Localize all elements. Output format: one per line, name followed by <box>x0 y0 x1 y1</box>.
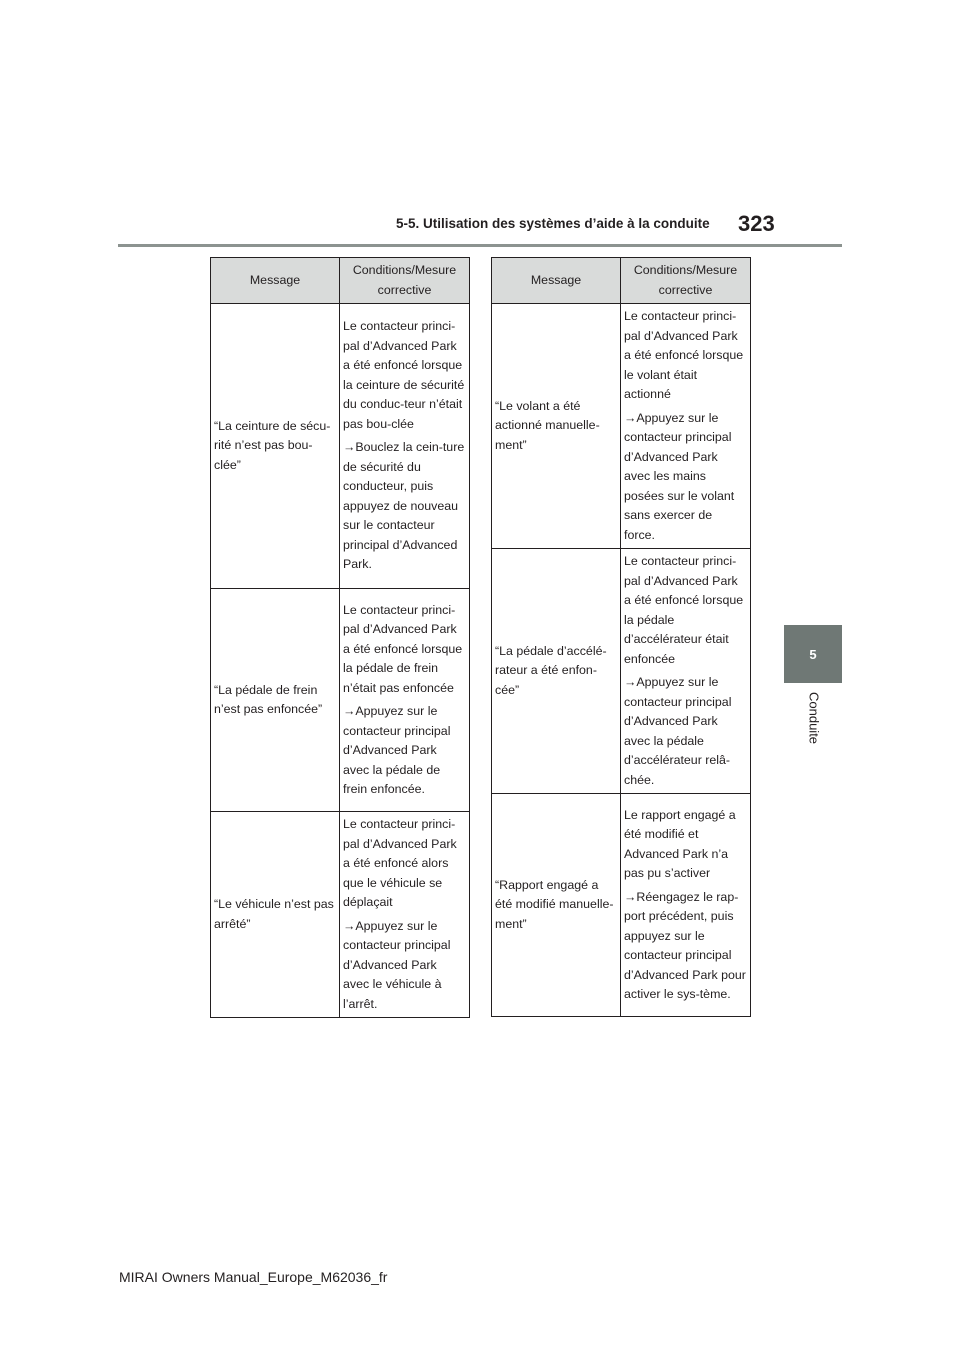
corrective-action: →Appuyez sur le contacteur principal d’Advanced Park avec les mains posées sur le volant sans exercer de force. <box>624 410 735 542</box>
condition-text: Le contacteur princi-pal d’Advanced Park a été enfoncé lorsque la pédale de frein n’était pas enfoncée <box>343 602 463 695</box>
column-header-conditions: Conditions/Mesure corrective <box>621 258 751 304</box>
message-cell: “La pédale d’accélé-rateur a été enfon-cée” <box>492 549 621 794</box>
left-message-table <box>210 257 470 1018</box>
condition-cell <box>340 304 470 589</box>
corrective-action: →Bouclez la cein-ture de sécurité du conducteur, puis appuyez de nouveau sur le contacteur principal d’Advanced Park. <box>343 440 465 572</box>
condition-text: Le rapport engagé a été modifié et Advanced Park n’a pas pu s’activer <box>624 807 736 880</box>
chapter-number: 5 <box>809 646 817 662</box>
table-row <box>211 304 470 589</box>
page-number: 323 <box>738 211 775 236</box>
condition-cell <box>340 812 470 1018</box>
header-rule <box>118 244 842 247</box>
right-message-table <box>491 257 751 1017</box>
table-row <box>492 304 751 549</box>
corrective-action: →Appuyez sur le contacteur principal d’Advanced Park avec la pédale de frein enfoncée. <box>343 704 451 796</box>
table-header-row <box>492 258 751 304</box>
table-row <box>492 549 751 794</box>
chapter-tab[interactable] <box>784 625 842 683</box>
message-cell: “Le véhicule n’est pas arrêté” <box>211 812 340 1018</box>
message-cell: “La pédale de frein n’est pas enfoncée” <box>211 589 340 812</box>
condition-cell <box>621 794 751 1017</box>
condition-text: Le contacteur princi-pal d’Advanced Park a été enfoncé lorsque la pédale d’accélérateur était enfoncée <box>624 554 744 666</box>
condition-text: Le contacteur princi-pal d’Advanced Park a été enfoncé alors que le véhicule se déplaçait <box>343 817 457 909</box>
column-header-message: Message <box>211 258 340 304</box>
column-header-message: Message <box>492 258 621 304</box>
message-cell: “La ceinture de sécu-rité n’est pas bou-clée” <box>211 304 340 589</box>
message-cell: “Le volant a été actionné manuelle-ment” <box>492 304 621 549</box>
chapter-label: Conduite <box>806 692 822 745</box>
message-cell: “Rapport engagé a été modifié manuelle-ment” <box>492 794 621 1017</box>
condition-text: Le contacteur princi-pal d’Advanced Park a été enfoncé lorsque la ceinture de sécurité du conduc-teur n’était pas bou-clée <box>343 319 465 431</box>
condition-cell <box>340 589 470 812</box>
footer-text: MIRAI Owners Manual_Europe_M62036_fr <box>119 1269 388 1285</box>
corrective-action: →Appuyez sur le contacteur principal d’Advanced Park avec la pédale d’accélérateur relâ-chée. <box>624 675 732 787</box>
condition-cell <box>621 304 751 549</box>
corrective-action: →Réengagez le rap-port précédent, puis appuyez sur le contacteur principal d’Advanced Park pour activer le sys-tème. <box>624 889 746 1001</box>
table-row <box>211 589 470 812</box>
table-header-row <box>211 258 470 304</box>
column-header-conditions: Conditions/Mesure corrective <box>340 258 470 304</box>
condition-text: Le contacteur princi-pal d’Advanced Park a été enfoncé lorsque le volant était actionné <box>624 309 744 401</box>
condition-cell <box>621 549 751 794</box>
section-title: 5-5. Utilisation des systèmes d’aide à la conduite <box>396 216 710 231</box>
table-row <box>211 812 470 1018</box>
corrective-action: →Appuyez sur le contacteur principal d’Advanced Park avec le véhicule à l’arrêt. <box>343 918 451 1011</box>
table-row <box>492 794 751 1017</box>
